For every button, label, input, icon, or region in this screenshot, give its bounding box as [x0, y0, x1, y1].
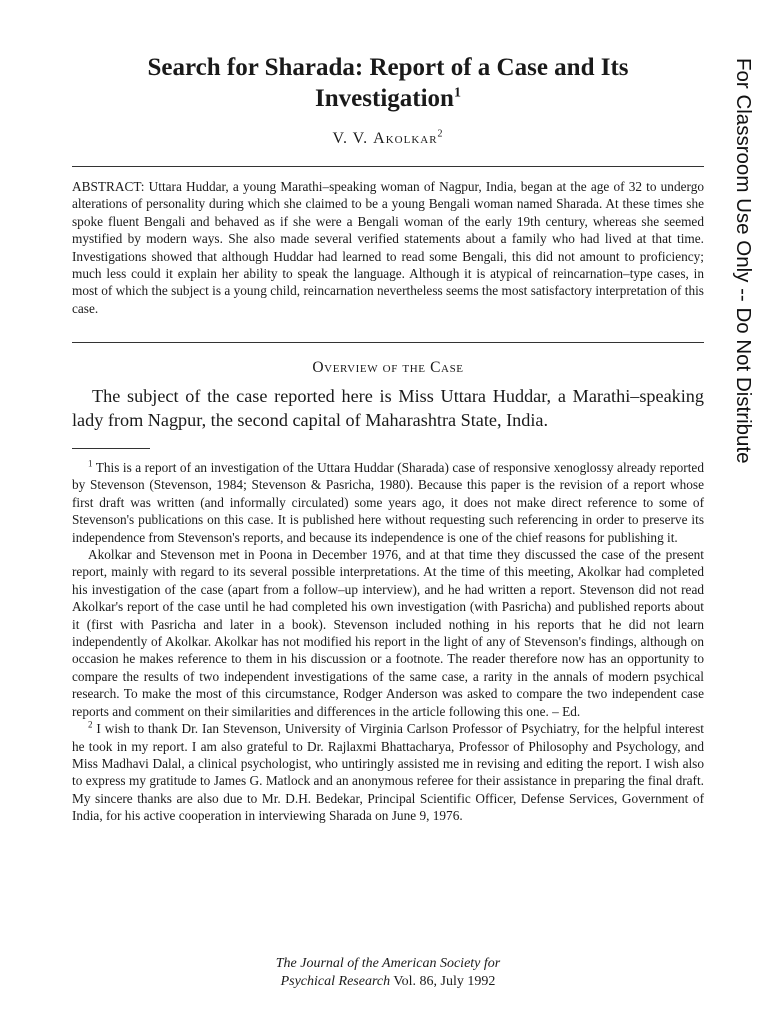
- author-initials: V. V.: [332, 130, 369, 147]
- abstract-bottom-rule: [72, 342, 704, 343]
- footnotes: [72, 459, 704, 825]
- journal-name-line2: Psychical Research: [280, 974, 391, 989]
- footnote-1-text: This is a report of an investigation of the Uttara Huddar (Sharada) case of responsive xenoglossy already reported by Stevenson (Stevenson, 1984; Stevenson & Pasricha, 1980). Because this paper is the revision of a report whose first draft was written (and informally circulated) some years ago, it does not make direct reference to some of Stevenson's publications on this case. It is published here without requesting such referencing in order to preserve its independence from Stevenson's reports, and because its independence is one of the chief reasons for publishing it.: [72, 460, 704, 545]
- journal-name-line2-wrap: [150, 973, 626, 991]
- footnote-1-continued: Akolkar and Stevenson met in Poona in December 1976, and at that time they discussed the case of the present report, mainly with regard to its several possible interpretations. At the time of this meeting, Akolkar had completed his investigation of the case (apart from a follow–up interview), and he had written a report. Stevenson did not read Akolkar's report of the case until he had completed his own investigation (with Pasricha) and published reports about it (first with Pasricha and later in a book). Stevenson included nothing in his reports that he did not learn independently of Akolkar. Akolkar has not modified his report in the light of any of Stevenson's findings, although on occasion he makes reference to them in his discussion or a footnote. The reader therefore now has an opportunity to compare the results of two independent investigations of the same case, a rarity in the annals of modern psychical research. To make the most of this circumstance, Rodger Anderson was asked to compare the two independent case reports and comment on their similarities and differences in the article following this one. – Ed.: [72, 547, 704, 719]
- footnote-separator: [72, 448, 150, 449]
- abstract-text: Uttara Huddar, a young Marathi–speaking woman of Nagpur, India, began at the age of 32 to undergo alterations of personality during which she claimed to be a young Bengali woman named Sharada. At these times she spoke fluent Bengali and behaved as if she were a Bengali woman of the early 19th century, whereas she seemed mystified by modern ways. She also made several verified statements about a family who had lived at that time. Investigations showed that although Huddar had learned to read some Bengali, this did not amount to proficiency; much less could it explain her ability to speak the language. Although it is atypical of reincarnation–type cases, in most of which the subject is a young child, reincarnation nevertheless seems the most satisfactory interpretation of this case.: [72, 179, 704, 316]
- footnote-2-mark: 2: [88, 719, 93, 730]
- classroom-watermark: [731, 58, 761, 598]
- journal-citation: [150, 955, 626, 991]
- footnote-1-mark: 1: [88, 458, 93, 469]
- article-title-text: Search for Sharada: Report of a Case and Its Investigation: [147, 54, 629, 112]
- footnote-2: [72, 720, 704, 824]
- body-text: [72, 385, 704, 432]
- footnote-1: [72, 459, 704, 546]
- abstract: [72, 178, 704, 317]
- author-footnote-mark: 2: [437, 128, 444, 140]
- section-heading: Overview of the Case: [312, 359, 464, 376]
- article-title: [72, 52, 704, 114]
- journal-name-line1: The Journal of the American Society for: [275, 956, 501, 971]
- author-byline: [72, 130, 704, 148]
- footnote-2-text: I wish to thank Dr. Ian Stevenson, University of Virginia Carlson Professor of Psychiatry, for the helpful interest he took in my report. I am also grateful to Dr. Rajlaxmi Bhattacharya, Professor of Philosophy and Psychology, and Miss Madhavi Dalal, a clinical psychologist, who untiringly assisted me in revising and editing the report. I wish also to express my gratitude to James G. Matlock and an anonymous referee for their assistance in preparing the final draft. My sincere thanks are also due to Mr. D.H. Bedekar, Principal Scientific Officer, Defense Services, Government of India, for his active cooperation in interviewing Sharada on June 9, 1976.: [72, 721, 704, 824]
- abstract-label: ABSTRACT:: [72, 179, 145, 194]
- abstract-top-rule: [72, 166, 704, 167]
- watermark-text: For Classroom Use Only -- Do Not Distribute: [732, 58, 755, 464]
- lead-paragraph: The subject of the case reported here is Miss Uttara Huddar, a Marathi–speaking lady from Nagpur, the second capital of Maharashtra State, India.: [72, 386, 704, 430]
- title-footnote-mark: 1: [453, 85, 461, 101]
- author-surname: Akolkar: [373, 130, 438, 147]
- journal-volume: Vol. 86, July 1992: [393, 974, 496, 989]
